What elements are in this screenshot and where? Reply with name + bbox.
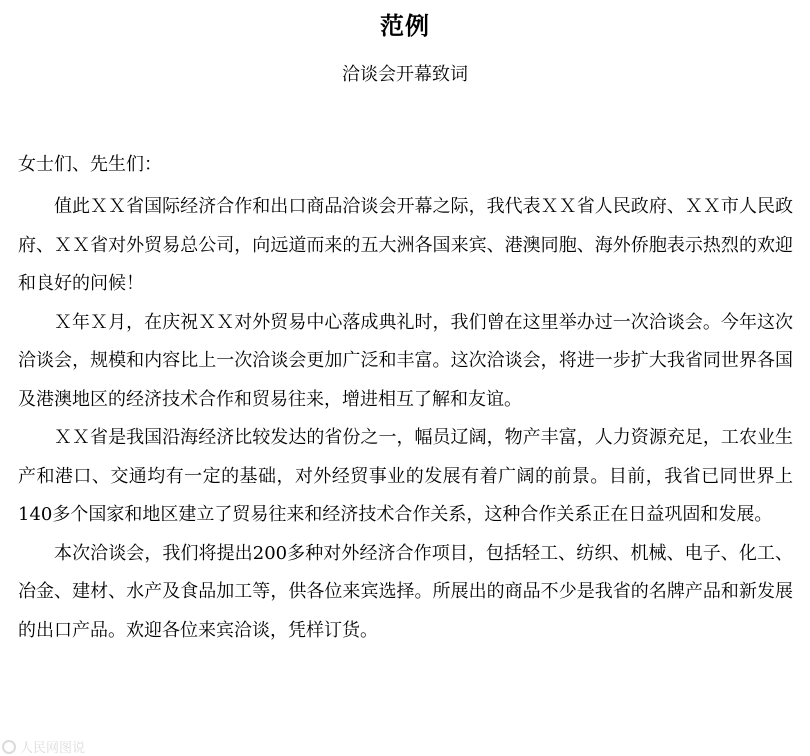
watermark-text: 人民网图说 bbox=[20, 741, 86, 756]
paragraph-1: 值此ＸＸ省国际经济合作和出口商品洽谈会开幕之际，我代表ＸＸ省人民政府、ＸＸ市人民政府、ＸＸ省对外贸易总公司，向远道而来的五大洲各国来宾、港澳同胞、海外侨胞表示热烈的欢迎和良好的问候！ bbox=[18, 196, 793, 294]
paragraph-2: Ｘ年Ｘ月，在庆祝ＸＸ对外贸易中心落成典礼时，我们曾在这里举办过一次洽谈会。今年这次洽谈会，规模和内容比上一次洽谈会更加广泛和丰富。这次洽谈会，将进一步扩大我省同世界各国及港澳地区的经济技术合作和贸易往来，增进相互了解和友谊。 bbox=[18, 311, 793, 410]
document-title: 范例 bbox=[380, 11, 430, 40]
paragraph-4: 本次洽谈会，我们将提出200多种对外经济合作项目，包括轻工、纺织、机械、电子、化工、冶金、建材、水产及食品加工等，供各位来宾选择。所展出的商品不少是我省的名牌产品和新发展的出口产品。欢迎各位来宾洽谈，凭样订货。 bbox=[18, 542, 793, 641]
document-subtitle: 洽谈会开幕致词 bbox=[342, 64, 468, 85]
watermark bbox=[2, 737, 85, 756]
salutation: 女士们、先生们： bbox=[18, 154, 162, 175]
paragraph-3: ＸＸ省是我国沿海经济比较发达的省份之一，幅员辽阔，物产丰富，人力资源充足，工农业生产和港口、交通均有一定的基础，对外经贸事业的发展有着广阔的前景。目前，我省已同世界上140多个国家和地区建立了贸易往来和经济技术合作关系，这种合作关系正在日益巩固和发展。 bbox=[18, 427, 793, 525]
watermark-logo-icon bbox=[2, 740, 16, 754]
document-body bbox=[18, 188, 793, 650]
